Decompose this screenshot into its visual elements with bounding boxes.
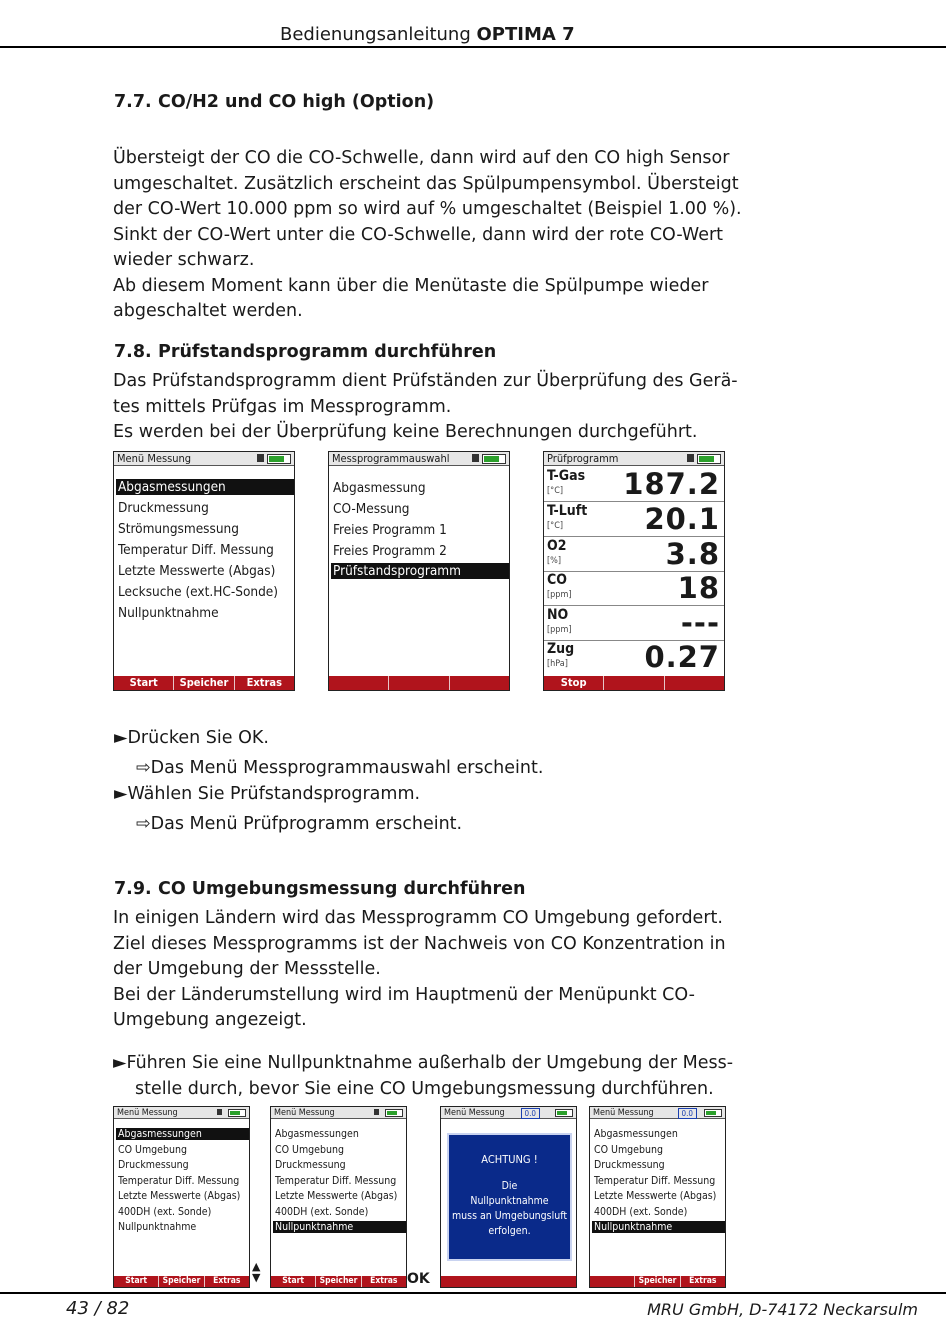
reading-row-co: CO [ppm] 18: [544, 571, 724, 606]
softkey-left[interactable]: [590, 1276, 634, 1287]
dialog-line: Die: [501, 1180, 518, 1192]
reading-row-t-luft: T-Luft [°C] 20.1: [544, 502, 724, 537]
menu-item[interactable]: CO-Messung: [333, 501, 410, 517]
menu-item[interactable]: Letzte Messwerte (Abgas): [275, 1190, 398, 1202]
softkey-start[interactable]: Start: [282, 1276, 305, 1286]
header-title: Bedienungsanleitung OPTIMA 7: [280, 24, 575, 45]
header-rule: [0, 46, 946, 48]
battery-icon: [482, 454, 506, 464]
menu-item[interactable]: Nullpunktnahme: [118, 605, 219, 621]
screen-title: Menü Messung: [590, 1107, 725, 1119]
softkey-right[interactable]: [449, 676, 509, 690]
softkey-left[interactable]: [329, 676, 388, 690]
screen-menu-messung-2: [270, 1106, 407, 1288]
menu-item[interactable]: Nullpunktnahme: [273, 1221, 406, 1233]
menu-item[interactable]: Temperatur Diff. Messung: [118, 1175, 240, 1187]
section-7-7-heading: 7.7. CO/H2 und CO high (Option): [114, 92, 435, 112]
softkey-extras[interactable]: Extras: [204, 1276, 249, 1287]
screen-menu-messung-1: [113, 1106, 250, 1288]
softkey-bar: [271, 1276, 406, 1287]
menu-item[interactable]: Druckmessung: [118, 500, 209, 516]
softkey-extras[interactable]: Extras: [361, 1276, 406, 1287]
section-7-8-body: Das Prüfstandsprogramm dient Prüfständen zur Überprüfung des Gerä- tes mittels Prüfgas im Messprogramm. Es werden bei der Überprüfung keine Berechnungen durchgeführt.: [113, 371, 738, 442]
screen-achtung-dialog: [440, 1106, 577, 1288]
company-footer: MRU GmbH, D-74172 Neckarsulm: [647, 1300, 918, 1319]
up-down-arrows-icon: ▲ ▼: [252, 1260, 261, 1284]
menu-item[interactable]: Druckmessung: [275, 1159, 346, 1171]
battery-icon: [555, 1109, 573, 1117]
menu-item[interactable]: Freies Programm 2: [333, 543, 447, 559]
dialog-title: ACHTUNG !: [481, 1153, 538, 1166]
softkey-extras[interactable]: Extras: [234, 676, 294, 690]
softkey-middle[interactable]: [388, 676, 448, 690]
section-7-8-heading: 7.8. Prüfstandsprogramm durchführen: [114, 342, 497, 362]
menu-item[interactable]: Letzte Messwerte (Abgas): [118, 563, 276, 579]
softkey-bar: [114, 676, 294, 690]
softkey-right[interactable]: [664, 676, 724, 690]
screen-title: Prüfprogramm: [544, 452, 724, 466]
battery-icon: [385, 1109, 403, 1117]
softkey-start[interactable]: Start: [125, 1276, 148, 1286]
softkey-stop[interactable]: Stop: [560, 676, 587, 689]
menu-item[interactable]: Abgasmessungen: [116, 1128, 249, 1140]
screen-title: Menü Messung: [271, 1107, 406, 1119]
page-header: [0, 0, 950, 48]
warning-dialog: [447, 1133, 572, 1261]
softkey-bar: [590, 1276, 725, 1287]
softkey-speicher[interactable]: Speicher: [158, 1276, 203, 1287]
menu-item[interactable]: Abgasmessungen: [116, 479, 294, 495]
page-number: 43 / 82: [66, 1298, 130, 1319]
reading-row-zug: Zug [hPa] 0.27: [547, 640, 720, 674]
section-7-9-heading: 7.9. CO Umgebungsmessung durchführen: [114, 879, 526, 899]
menu-item[interactable]: Nullpunktnahme: [592, 1221, 725, 1233]
softkey-bar: [114, 1276, 249, 1287]
step-result: ⇨Das Menü Prüfprogramm erscheint.: [136, 814, 463, 834]
screen-menu-messung: [113, 451, 295, 691]
screen-title: Menü Messung: [441, 1107, 576, 1119]
status-value: 0.0: [678, 1108, 697, 1119]
section-7-7-body: Übersteigt der CO die CO-Schwelle, dann wird auf den CO high Sensor umgeschaltet. Zusätzlich erscheint das Spülpumpensymbol. Übersteigt der CO-Wert 10.000 ppm so wird auf % umgeschaltet (Beispiel 1.00 %). Sinkt der CO-Wert unter die CO-Schwelle, dann wird der rote CO-Wert wieder schwarz. Ab diesem Moment kann über die Menütaste die Spülpumpe wieder abgeschaltet werden.: [113, 148, 742, 321]
softkey-bar: [544, 676, 724, 690]
menu-item[interactable]: Letzte Messwerte (Abgas): [594, 1190, 717, 1202]
footer-rule: [0, 1292, 946, 1294]
dialog-line: Nullpunktnahme: [470, 1195, 549, 1207]
softkey-speicher[interactable]: Speicher: [315, 1276, 360, 1287]
dialog-line: muss an Umgebungsluft: [451, 1210, 568, 1222]
menu-item[interactable]: 400DH (ext. Sonde): [118, 1206, 212, 1218]
plug-icon: [217, 1109, 222, 1115]
softkey-bar: [329, 676, 509, 690]
battery-icon: [704, 1109, 722, 1117]
menu-item[interactable]: Strömungsmessung: [118, 521, 239, 537]
plug-icon: [687, 454, 694, 462]
battery-icon: [267, 454, 291, 464]
softkey-speicher[interactable]: Speicher: [173, 676, 233, 690]
menu-item[interactable]: Druckmessung: [118, 1159, 189, 1171]
section-7-9-body: In einigen Ländern wird das Messprogramm CO Umgebung gefordert. Ziel dieses Messprogramms ist der Nachweis von CO Konzentration in der Umgebung der Messstelle. Bei der Länderumstellung wird im Hauptmenü der Menüpunkt CO- Umgebung angezeigt.: [113, 908, 726, 1030]
menu-item[interactable]: 400DH (ext. Sonde): [594, 1206, 688, 1218]
softkey-start[interactable]: Start: [129, 676, 158, 689]
screen-messprogrammauswahl: [328, 451, 510, 691]
menu-item[interactable]: Abgasmessungen: [275, 1128, 359, 1140]
battery-icon: [697, 454, 721, 464]
plug-icon: [257, 454, 264, 462]
menu-item[interactable]: 400DH (ext. Sonde): [275, 1206, 369, 1218]
menu-item[interactable]: Temperatur Diff. Messung: [118, 542, 274, 558]
softkey-speicher[interactable]: Speicher: [634, 1276, 679, 1287]
menu-item[interactable]: CO Umgebung: [275, 1144, 344, 1156]
menu-item[interactable]: Nullpunktnahme: [118, 1221, 197, 1233]
menu-item[interactable]: Lecksuche (ext.HC-Sonde): [118, 584, 278, 600]
menu-item[interactable]: Freies Programm 1: [333, 522, 447, 538]
plug-icon: [472, 454, 479, 462]
screen-menu-messung-3: [589, 1106, 726, 1288]
step-result: ⇨Das Menü Messprogrammauswahl erscheint.: [136, 758, 544, 778]
section-7-9-step: ►Führen Sie eine Nullpunktnahme außerhalb der Umgebung der Mess- stelle durch, bevor Sie eine CO Umgebungsmessung durchführen.: [113, 1053, 734, 1099]
softkey-extras[interactable]: Extras: [680, 1276, 725, 1287]
menu-item[interactable]: Letzte Messwerte (Abgas): [118, 1190, 241, 1202]
screen-title: Menü Messung: [114, 1107, 249, 1119]
screen-title: Messprogrammauswahl: [329, 452, 509, 466]
reading-row-no: NO [ppm] ---: [544, 606, 724, 641]
menu-item[interactable]: CO Umgebung: [594, 1144, 663, 1156]
menu-item[interactable]: Abgasmessungen: [594, 1128, 678, 1140]
battery-icon: [228, 1109, 246, 1117]
ok-key-label: OK: [407, 1271, 430, 1287]
menu-item[interactable]: Temperatur Diff. Messung: [275, 1175, 397, 1187]
softkey-empty[interactable]: [441, 1276, 576, 1287]
softkey-middle[interactable]: [603, 676, 663, 690]
step-action: ►Wählen Sie Prüfstandsprogramm.: [114, 784, 421, 804]
plug-icon: [374, 1109, 379, 1115]
screen-pruefprogramm: [543, 451, 725, 691]
menu-item[interactable]: Abgasmessung: [333, 480, 426, 496]
status-value: 0.0: [521, 1108, 540, 1119]
dialog-line: erfolgen.: [488, 1225, 531, 1237]
step-action: ►Drücken Sie OK.: [114, 728, 269, 748]
menu-item[interactable]: Temperatur Diff. Messung: [594, 1175, 716, 1187]
menu-item[interactable]: Prüfstandsprogramm: [331, 563, 509, 579]
menu-item[interactable]: CO Umgebung: [118, 1144, 187, 1156]
reading-row-o2: O2 [%] 3.8: [544, 537, 724, 572]
screen-title: Menü Messung: [114, 452, 294, 466]
reading-row-t-gas: T-Gas [°C] 187.2: [544, 467, 724, 502]
menu-item[interactable]: Druckmessung: [594, 1159, 665, 1171]
softkey-bar: [441, 1276, 576, 1287]
